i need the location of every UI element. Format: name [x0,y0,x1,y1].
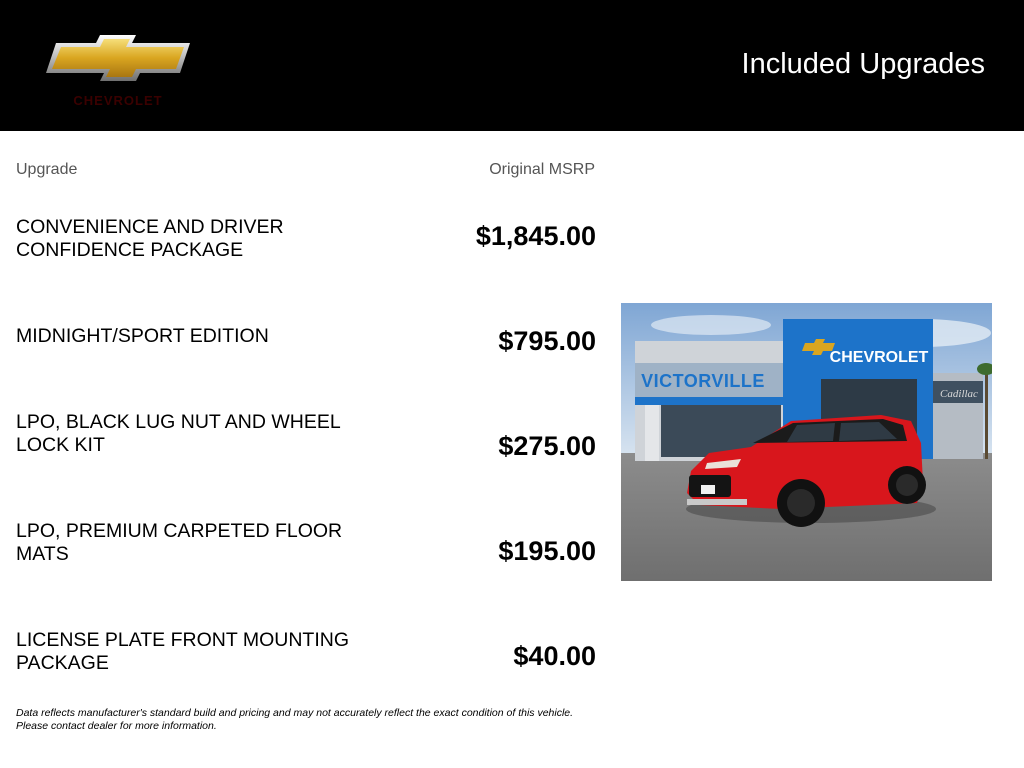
upgrade-price: $275.00 [498,431,596,461]
upgrade-price: $1,845.00 [475,221,596,251]
page-title: Included Upgrades [741,48,985,80]
upgrade-name: LPO, PREMIUM CARPETED FLOOR MATS [16,520,343,565]
chevrolet-logo [44,33,192,108]
upgrade-name: LPO, BLACK LUG NUT AND WHEEL LOCK KIT [16,411,341,456]
logo-wordmark: CHEVROLET [73,93,163,108]
upgrade-price: $795.00 [498,326,596,356]
upgrade-row [0,520,620,600]
disclaimer-line-1: Data reflects manufacturer's standard build and pricing and may not accurately reflect the exact condition of this vehicle. [16,707,574,719]
upgrade-price: $40.00 [513,641,596,671]
header-bar [0,0,1024,131]
disclaimer-line-2: Please contact dealer for more information. [16,720,217,732]
side-sign: Cadillac [940,388,978,400]
dealer-brand-sign: CHEVROLET [829,349,929,366]
upgrade-row [0,216,620,296]
vehicle-photo [621,303,992,581]
upgrade-name: LICENSE PLATE FRONT MOUNTING PACKAGE [16,629,349,674]
upgrade-name: CONVENIENCE AND DRIVER CONFIDENCE PACKAGE [16,216,284,261]
upgrade-price: $195.00 [498,536,596,566]
upgrade-row [0,629,620,709]
upgrade-row [0,325,620,405]
column-header-msrp: Original MSRP [489,161,595,178]
dealer-sign: VICTORVILLE [641,371,765,391]
upgrade-name: MIDNIGHT/SPORT EDITION [16,325,269,347]
upgrade-row [0,411,620,491]
column-header-upgrade: Upgrade [16,161,78,178]
disclaimer [16,707,616,733]
